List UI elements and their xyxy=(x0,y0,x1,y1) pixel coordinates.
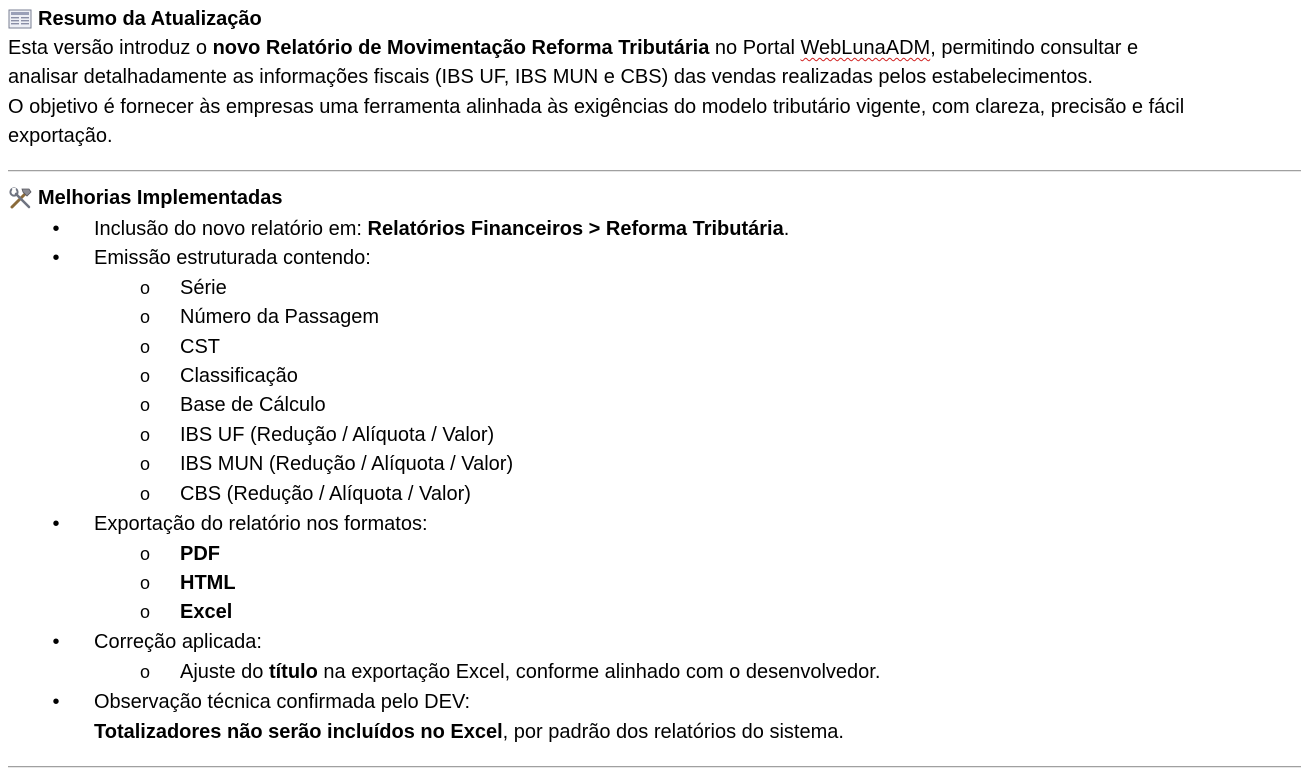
sub-list-item: o CBS (Redução / Alíquota / Valor) xyxy=(0,480,1311,509)
sub-bullet-icon: o xyxy=(139,573,150,593)
sub-bullet-icon: o xyxy=(139,278,150,298)
sub-bullet-icon: o xyxy=(139,425,150,445)
sub-list-item: o PDF xyxy=(0,540,1311,569)
improvements-heading xyxy=(8,186,283,210)
horizontal-divider xyxy=(8,766,1301,768)
bullet-icon: • xyxy=(52,513,60,535)
summary-paragraph-1-line-1: Esta versão introduz o novo Relatório de Movimentação Reforma Tributária no Portal WebLunaADM, permitindo consultar e xyxy=(8,37,1139,59)
summary-paragraph-2-line-1: O objetivo é fornecer às empresas uma ferramenta alinhada às exigências do modelo tributário vigente, com clareza, precisão e fácil xyxy=(8,96,1185,118)
sub-bullet-icon: o xyxy=(139,395,150,415)
sub-list-item: o CST xyxy=(0,333,1311,362)
sub-bullet-icon: o xyxy=(139,366,150,386)
sub-bullet-icon: o xyxy=(139,662,150,682)
summary-paragraph-2-line-2: exportação. xyxy=(8,125,113,147)
list-item-continuation: Totalizadores não serão incluídos no Excel, por padrão dos relatórios do sistema. xyxy=(94,721,844,743)
sub-list-item: o Série xyxy=(0,274,1311,303)
horizontal-divider xyxy=(8,170,1301,172)
sub-bullet-icon: o xyxy=(139,484,150,504)
summary-paragraph-1-line-2: analisar detalhadamente as informações fiscais (IBS UF, IBS MUN e CBS) das vendas realizadas pelos estabelecimentos. xyxy=(8,66,1093,88)
bullet-icon: • xyxy=(52,631,60,653)
sub-bullet-icon: o xyxy=(139,602,150,622)
list-item: • Observação técnica confirmada pelo DEV: xyxy=(0,688,1311,717)
sub-bullet-icon: o xyxy=(139,454,150,474)
sub-list-item: o Base de Cálculo xyxy=(0,391,1311,420)
sub-list-item: o Excel xyxy=(0,598,1311,627)
sub-list-item: o IBS MUN (Redução / Alíquota / Valor) xyxy=(0,450,1311,479)
list-item: • Correção aplicada: xyxy=(0,628,1311,657)
summary-title: Resumo da Atualização xyxy=(38,8,262,30)
list-item: • Emissão estruturada contendo: xyxy=(0,244,1311,273)
sub-list-item: o HTML xyxy=(0,569,1311,598)
sub-list-item: o Classificação xyxy=(0,362,1311,391)
list-item: • Exportação do relatório nos formatos: xyxy=(0,510,1311,539)
sub-bullet-icon: o xyxy=(139,307,150,327)
bullet-icon: • xyxy=(52,218,60,240)
summary-heading xyxy=(8,7,262,31)
newspaper-icon xyxy=(8,7,38,31)
improvements-title: Melhorias Implementadas xyxy=(38,187,283,209)
sub-list-item: o IBS UF (Redução / Alíquota / Valor) xyxy=(0,421,1311,450)
bullet-icon: • xyxy=(52,691,60,713)
list-item: • Inclusão do novo relatório em: Relatórios Financeiros > Reforma Tributária. xyxy=(0,215,1311,244)
sub-list-item: o Ajuste do título na exportação Excel, conforme alinhado com o desenvolvedor. xyxy=(0,658,1311,687)
sub-bullet-icon: o xyxy=(139,337,150,357)
bullet-icon: • xyxy=(52,247,60,269)
sub-bullet-icon: o xyxy=(139,544,150,564)
weblunaadm-term: WebLunaADM xyxy=(800,37,931,59)
sub-list-item: o Número da Passagem xyxy=(0,303,1311,332)
tools-icon xyxy=(8,186,38,210)
